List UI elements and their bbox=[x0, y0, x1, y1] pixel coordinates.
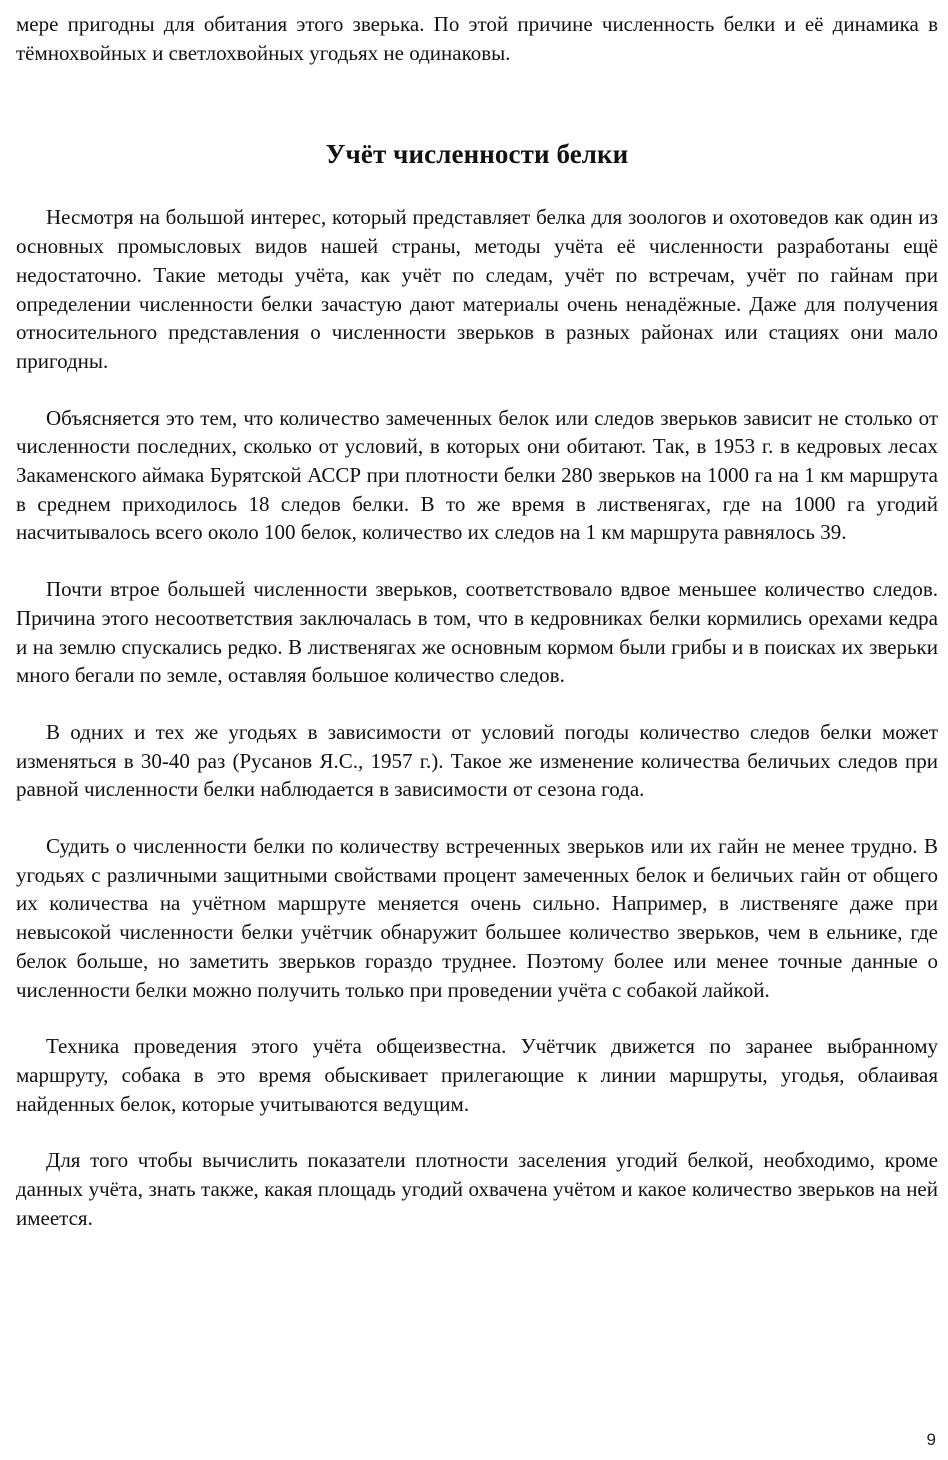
section-title: Учёт численности белки bbox=[325, 139, 629, 170]
paragraph-1: Несмотря на большой интерес, который представляет белка для зоологов и охотоведов как один из основных промысловых видов нашей страны, методы учёта её численности разработаны ещё недостаточно. Такие методы учёта, как учёт по следам, учёт по встречам, учёт по гайнам при определении численности белки зачастую дают материалы очень ненадёжные. Даже для получения относительного представления о численности зверьков в разных районах или стациях они мало пригодны. bbox=[16, 205, 938, 373]
paragraph-4: В одних и тех же угодьях в зависимости от условий погоды количество следов белки может изменяться в 30-40 раз (Русанов Я.С., 1957 г.). Такое же изменение количества беличьих следов при равной численности белки наблюдается в зависимости от сезона года. bbox=[16, 719, 938, 802]
paragraph-3: Почти втрое большей численности зверьков, соответствовало вдвое меньшее количество следов. Причина этого несоответствия заключалась в том, что в кедровниках белки кормились орехами кедра и на землю спускались редко. В лиственягах же основным кормом были грибы и в поисках их зверьки много бегали по земле, оставляя большое количество следов. bbox=[16, 577, 938, 688]
paragraph-7: Для того чтобы вычислить показатели плотности заселения угодий белкой, необходимо, кроме данных учёта, знать также, какая площадь угодий охвачена учётом и какое количество зверьков на ней имеется. bbox=[16, 1148, 938, 1230]
intro-paragraph: мере пригодны для обитания этого зверька. По этой причине численность белки и её динамика в тёмнохвойных и светлохвойных угодьях не одинаковы. bbox=[16, 12, 938, 65]
paragraph-2: Объясняется это тем, что количество замеченных белок или следов зверьков зависит не столько от численности последних, сколько от условий, в которых они обитают. Так, в 1953 г. в кедровых лесах Закаменского аймака Бурятской АССР при плотности белки 280 зверьков на 1000 га на 1 км маршрута в среднем приходилось 18 следов белки. В то же время в лиственягах, где на 1000 га угодий насчитывалось всего около 100 белок, количество их следов на 1 км маршрута равнялось 39. bbox=[16, 405, 938, 545]
paragraph-6: Техника проведения этого учёта общеизвестна. Учётчик движется по заранее выбранному маршруту, собака в это время обыскивает прилегающие к линии маршруты, угодья, облаивая найденных белок, которые учитываются ведущим. bbox=[16, 1034, 938, 1116]
page-number: 9 bbox=[926, 1430, 936, 1449]
paragraph-5: Судить о численности белки по количеству встреченных зверьков или их гайн не менее трудно. В угодьях с различными защитными свойствами процент замеченных белок и беличьих гайн от общего их количества на учётном маршруте меняется очень сильно. Например, в лиственяге даже при невысокой численности белки учётчик обнаружит большее количество зверьков, чем в ельнике, где белок больше, но заметить зверьков гораздо труднее. Поэтому более или менее точные данные о численности белки можно получить только при проведении учёта с собакой лайкой. bbox=[16, 834, 938, 1002]
